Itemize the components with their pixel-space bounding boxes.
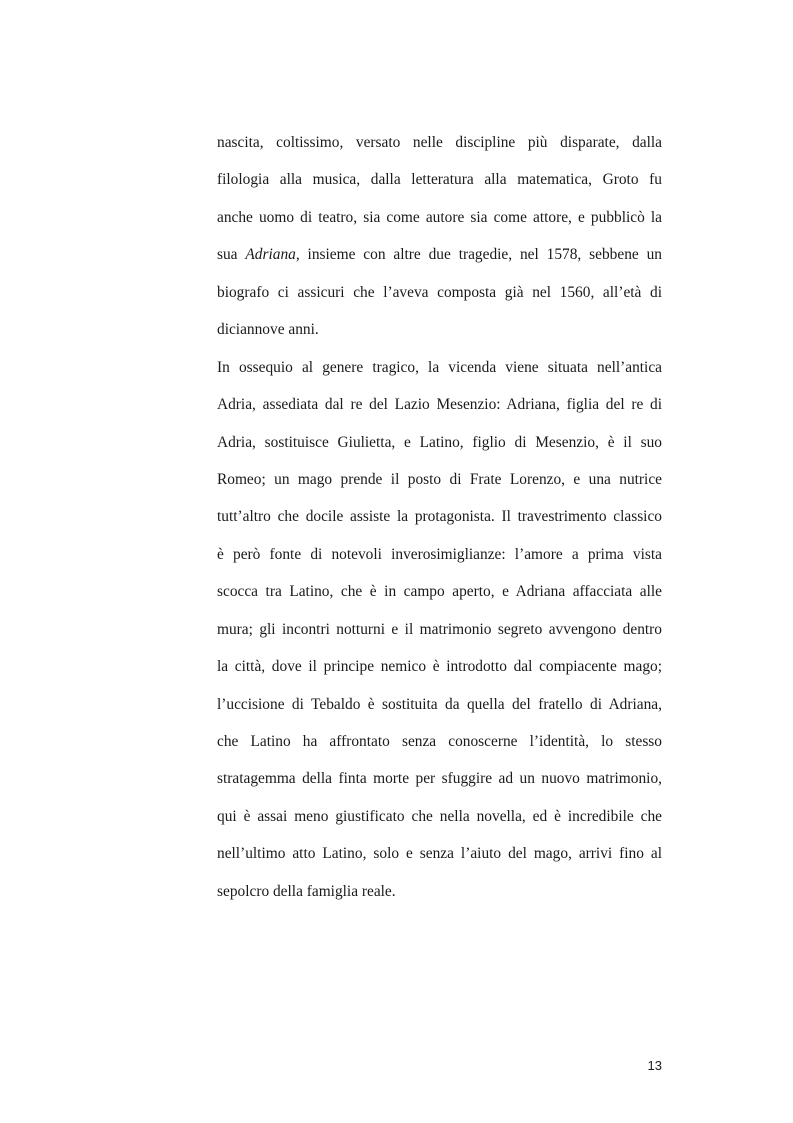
text-line — [217, 540, 662, 577]
text-run: la città, dove il principe nemico è introdotto dal compiacente mago; — [217, 658, 662, 676]
text-line — [217, 165, 662, 202]
text-line — [217, 128, 662, 165]
text-line — [217, 615, 662, 652]
text-run: anche uomo di teatro, sia come autore sia come attore, e pubblicò la — [217, 208, 662, 226]
text-line — [217, 877, 662, 914]
text-line — [217, 240, 662, 277]
text-line — [217, 690, 662, 727]
text-line — [217, 839, 662, 876]
text-line — [217, 577, 662, 614]
text-run: l’uccisione di Tebaldo è sostituita da quella del fratello di Adriana, — [217, 695, 662, 713]
text-run: nell’ultimo atto Latino, solo e senza l’aiuto del mago, arrivi fino al — [217, 845, 662, 863]
text-run: In ossequio al genere tragico, la vicenda viene situata nell’antica — [217, 358, 662, 376]
text-run: è però fonte di notevoli inverosimiglianze: l’amore a prima vista — [217, 545, 662, 563]
text-run: Adria, assediata dal re del Lazio Mesenzio: Adriana, figlia del re di — [217, 396, 662, 414]
text-line — [217, 353, 662, 390]
text-run: diciannove anni. — [217, 321, 319, 339]
text-line — [217, 727, 662, 764]
text-run: tutt’altro che docile assiste la protagonista. Il travestrimento classico — [217, 508, 662, 526]
italic-title: Adriana, — [245, 246, 300, 264]
text-run: che Latino ha affrontato senza conoscerne l’identità, lo stesso — [217, 733, 662, 750]
text-line — [217, 278, 662, 315]
text-run: scocca tra Latino, che è in campo aperto, e Adriana affacciata alle — [217, 583, 662, 601]
text-run: qui è assai meno giustificato che nella novella, ed è incredibile che — [217, 807, 662, 825]
text-run: nascita, coltissimo, versato nelle discipline più disparate, dalla — [217, 134, 662, 151]
text-line — [217, 502, 662, 539]
text-run: biografo ci assicuri che l’aveva composta già nel 1560, all’età di — [217, 283, 662, 301]
text-run: mura; gli incontri notturni e il matrimonio segreto avvengono dentro — [217, 620, 662, 638]
text-line — [217, 428, 662, 465]
text-run: stratagemma della finta morte per sfuggire ad un nuovo matrimonio, — [217, 770, 662, 788]
text-line — [217, 315, 662, 352]
text-run: insieme con altre due tragedie, nel 1578, sebbene un — [299, 246, 662, 264]
text-line — [217, 465, 662, 502]
text-run: filologia alla musica, dalla letteratura alla matematica, Groto fu — [217, 171, 662, 189]
text-line — [217, 390, 662, 427]
page-number: 13 — [647, 1058, 662, 1073]
text-line — [217, 764, 662, 801]
text-line — [217, 652, 662, 689]
text-run: sua — [217, 246, 246, 264]
text-line — [217, 203, 662, 240]
text-line — [217, 802, 662, 839]
text-run: Adria, sostituisce Giulietta, e Latino, figlio di Mesenzio, è il suo — [217, 433, 662, 451]
text-run: Romeo; un mago prende il posto di Frate Lorenzo, e una nutrice — [217, 470, 662, 488]
text-run: sepolcro della famiglia reale. — [217, 882, 396, 900]
body-text — [217, 128, 662, 914]
